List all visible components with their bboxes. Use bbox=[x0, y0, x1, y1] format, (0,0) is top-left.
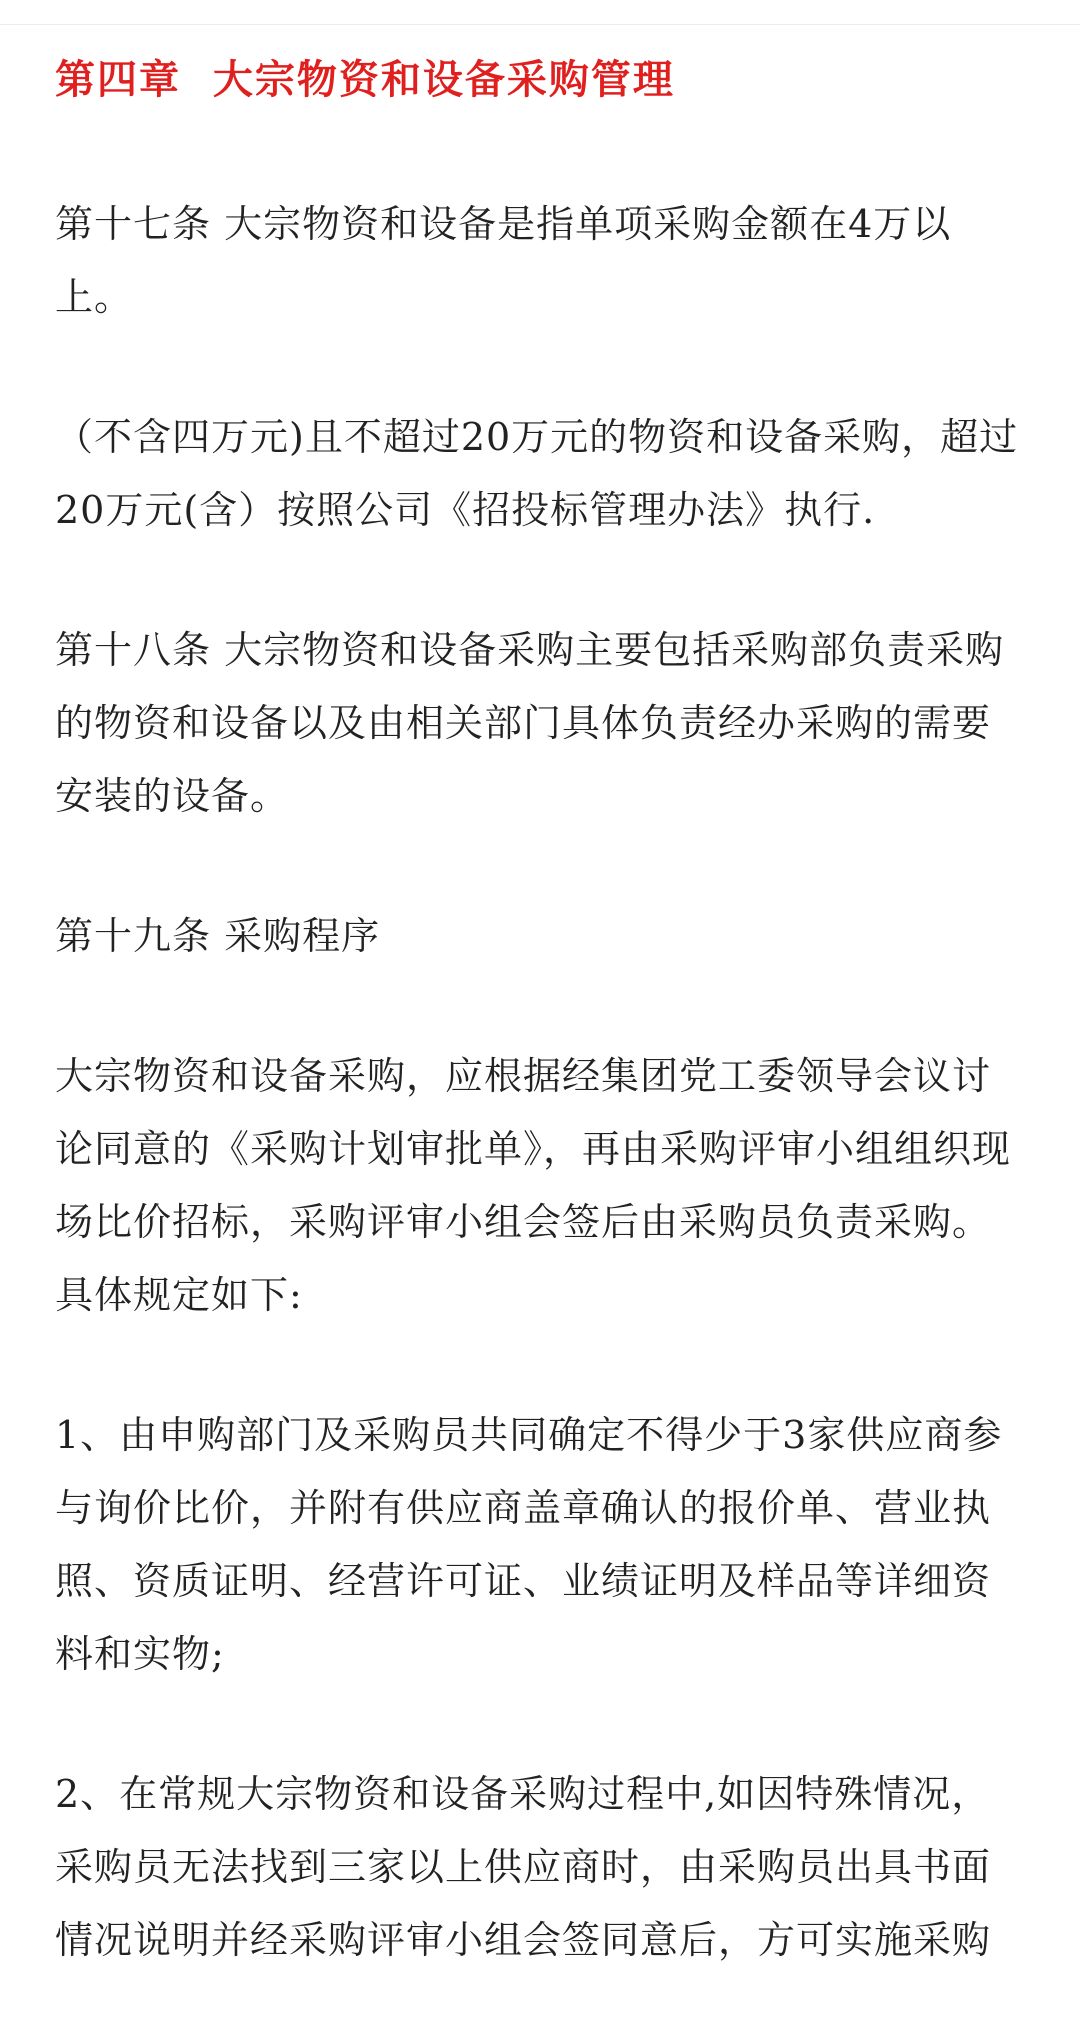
price-range-paragraph: （不含四万元)且不超过20万元的物资和设备采购，超过20万元(含）按照公司《招投标管理办法》执行. bbox=[55, 415, 1019, 532]
article-19-heading: 第十九条 采购程序 bbox=[55, 914, 381, 958]
rule-1-paragraph: 1、由申购部门及采购员共同确定不得少于3家供应商参与询价比价，并附有供应商盖章确认的报价单、营业执照、资质证明、经营许可证、业绩证明及样品等详细资料和实物; bbox=[55, 1413, 1003, 1676]
top-divider bbox=[0, 24, 1080, 25]
article-body bbox=[55, 52, 1027, 1977]
article-18-paragraph: 第十八条 大宗物资和设备采购主要包括采购部负责采购的物资和设备以及由相关部门具体负责经办采购的需要安装的设备。 bbox=[55, 628, 1005, 818]
rule-2-paragraph: 2、在常规大宗物资和设备采购过程中,如因特殊情况，采购员无法找到三家以上供应商时，由采购员出具书面情况说明并经采购评审小组会签同意后，方可实施采购 bbox=[55, 1772, 992, 1962]
procurement-procedure-paragraph: 大宗物资和设备采购，应根据经集团党工委领导会议讨论同意的《采购计划审批单》，再由采购评审小组组织现场比价招标，采购评审小组会签后由采购员负责采购。具体规定如下: bbox=[55, 1054, 1012, 1317]
article-17-paragraph: 第十七条 大宗物资和设备是指单项采购金额在4万以上。 bbox=[55, 202, 952, 319]
chapter-title: 第四章 大宗物资和设备采购管理 bbox=[55, 57, 675, 103]
